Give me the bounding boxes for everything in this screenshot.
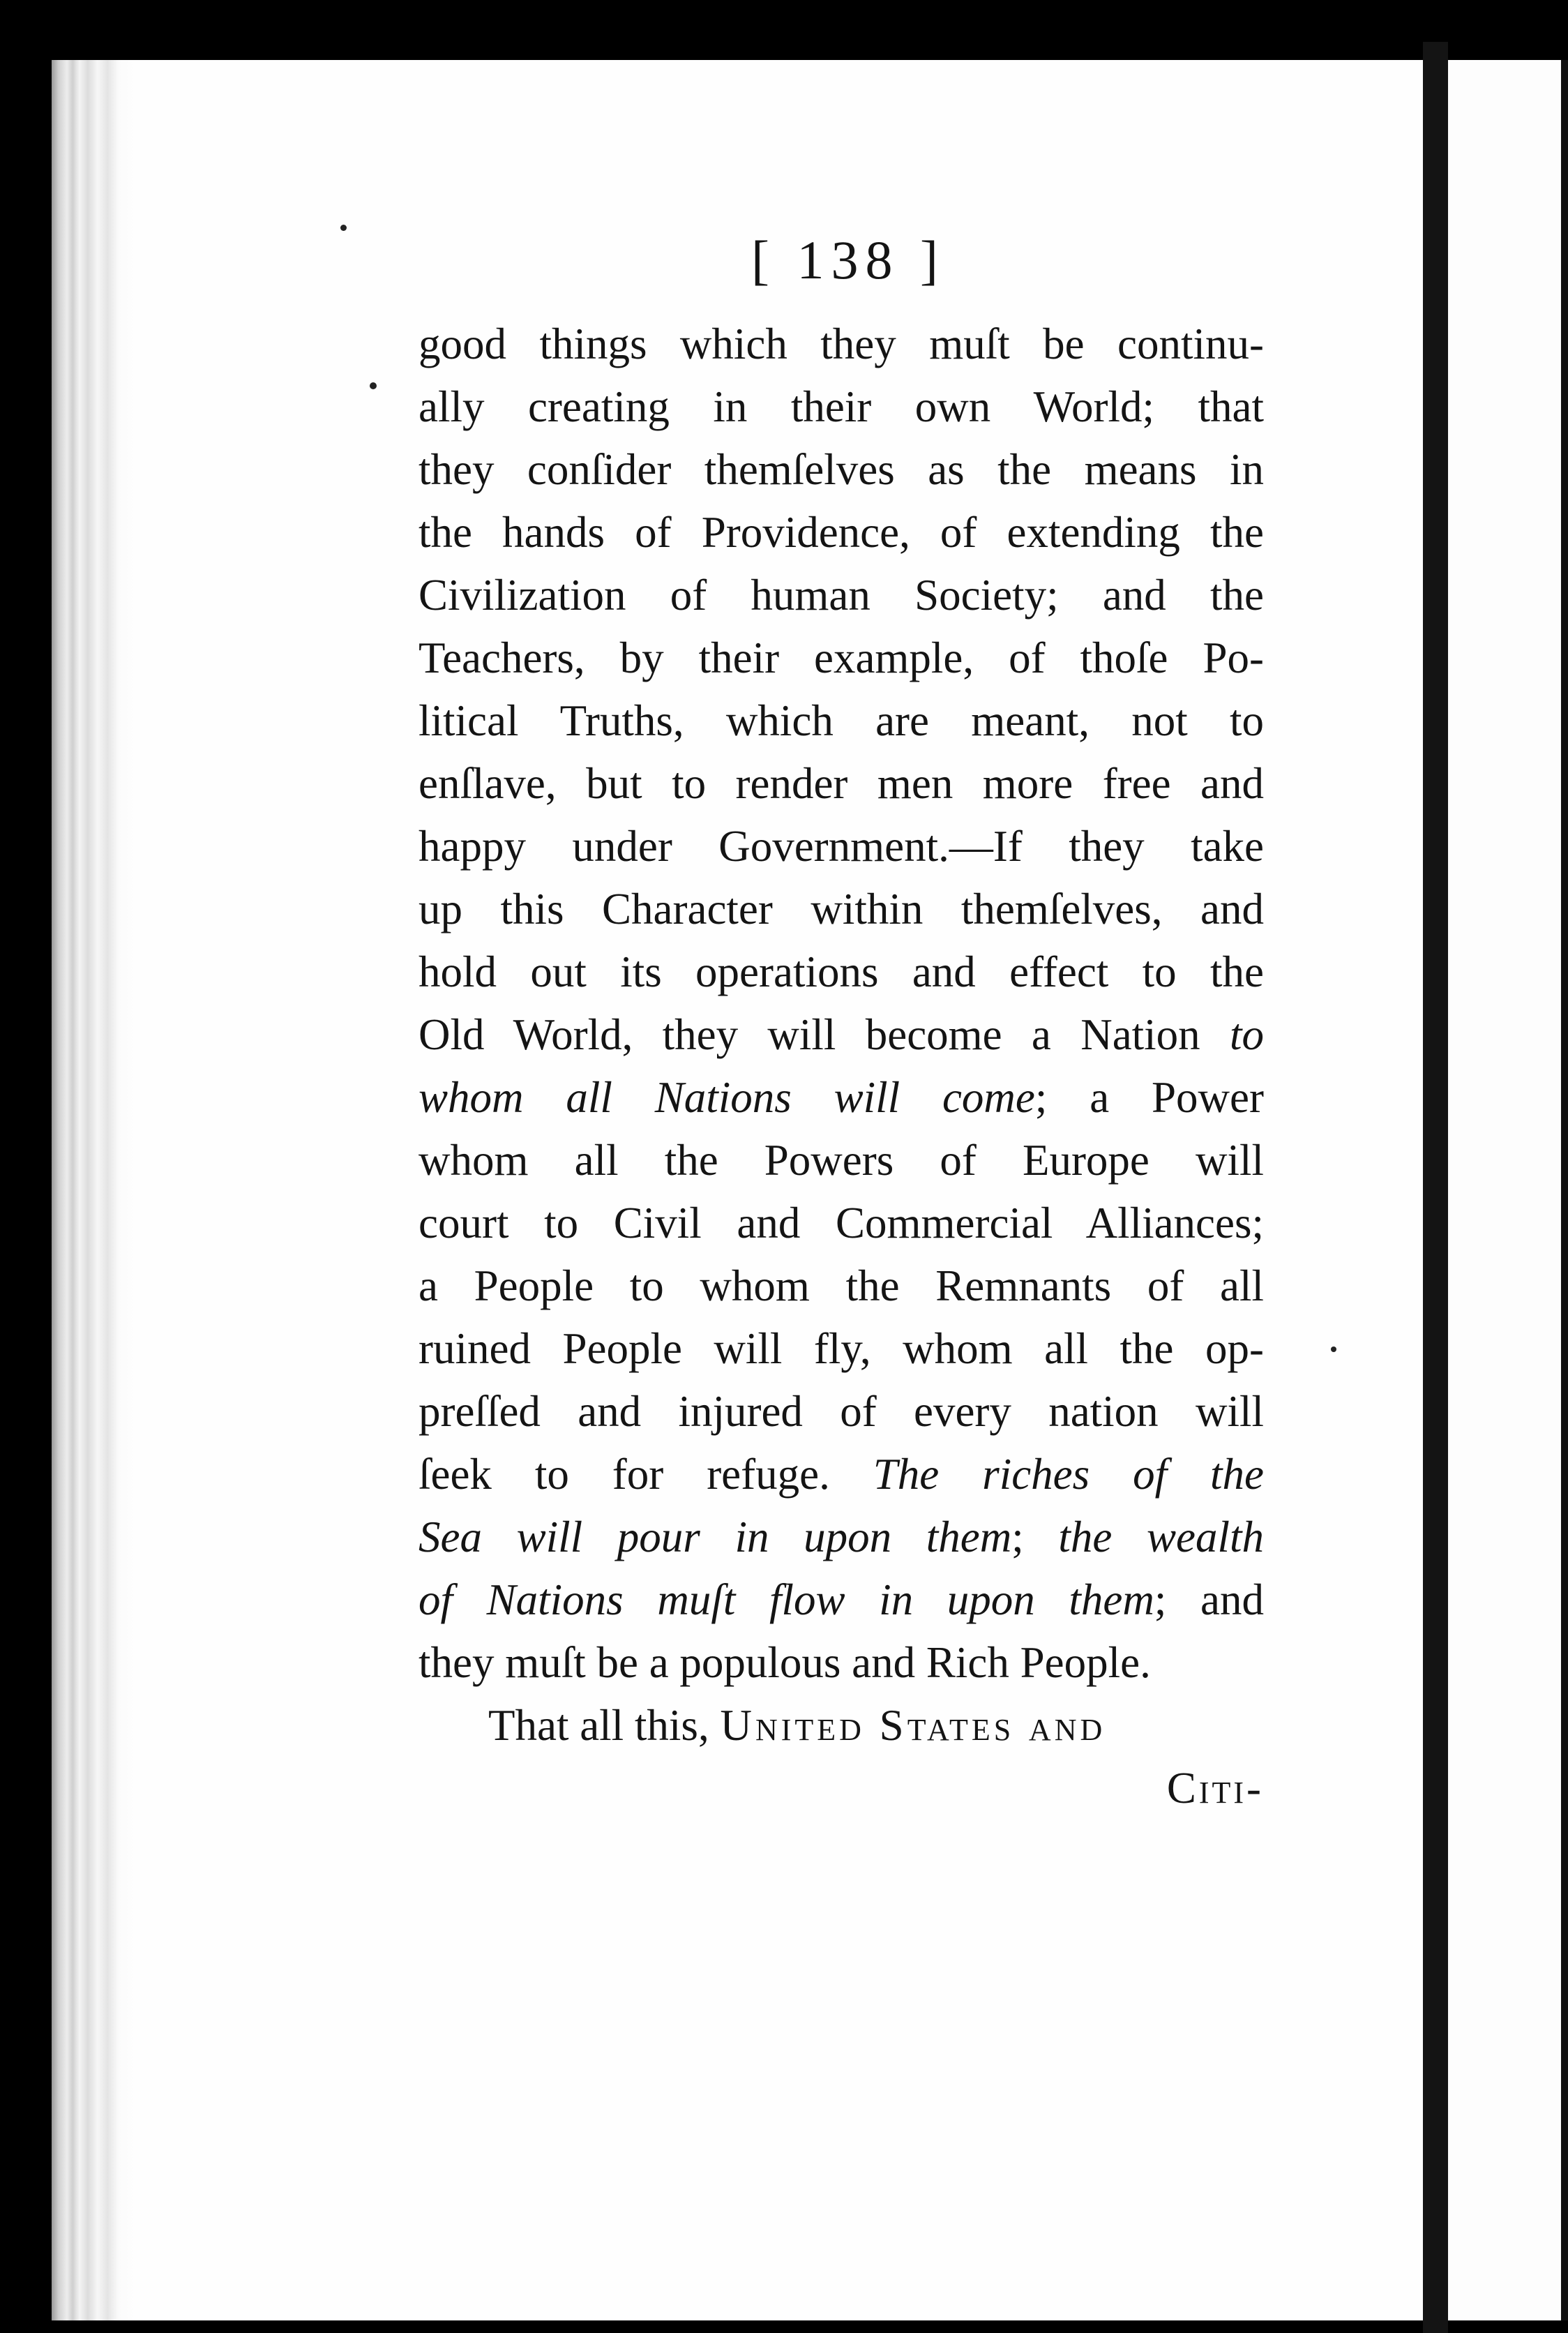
text-run: ; and — [1154, 1575, 1264, 1624]
text-line — [419, 375, 1264, 438]
text-run: Civilization of human Society; and the — [419, 571, 1264, 620]
page-number: [ 138 ] — [751, 230, 945, 290]
text-line — [419, 627, 1264, 689]
facing-page — [1448, 60, 1568, 2320]
text-run: whom all Nations will come — [419, 1073, 1035, 1122]
text-line — [419, 313, 1264, 375]
text-run: Old World, they will become a Nation — [419, 1010, 1230, 1059]
text-line — [419, 1568, 1264, 1631]
text-run: ; a Power — [1034, 1073, 1264, 1122]
text-run: of Nations muſt flow in upon them — [419, 1575, 1154, 1624]
text-line — [419, 1506, 1264, 1568]
text-run: the wealth — [1058, 1513, 1264, 1561]
text-run: ruined People will fly, whom all the op- — [419, 1324, 1264, 1373]
text-line — [419, 1317, 1264, 1380]
text-run: happy under Government.—If they take — [419, 822, 1264, 871]
facing-page-edge — [1561, 60, 1568, 2320]
ink-speck — [370, 382, 377, 389]
text-line — [419, 564, 1264, 627]
text-line — [419, 438, 1264, 501]
text-run: up this Character within themſelves, and — [419, 885, 1264, 933]
body-text — [419, 313, 1264, 1820]
text-run: United States and — [720, 1701, 1106, 1750]
text-run: That all this, — [488, 1701, 721, 1750]
catchword: Citi- — [1166, 1764, 1264, 1813]
text-line — [419, 815, 1264, 878]
text-run: the hands of Providence, of extending the — [419, 508, 1264, 557]
text-run: Teachers, by their example, of thoſe Po- — [419, 633, 1264, 682]
text-run: ally creating in their own World; that — [419, 382, 1264, 431]
text-run: hold out its operations and effect to the — [419, 947, 1264, 996]
ink-speck — [1331, 1346, 1336, 1352]
text-line — [419, 1066, 1264, 1129]
text-run: ; — [1011, 1513, 1059, 1561]
text-run: court to Civil and Commercial Alliances; — [419, 1199, 1264, 1247]
text-line — [419, 1254, 1264, 1317]
text-run: preſſed and injured of every nation will — [419, 1387, 1264, 1436]
text-run: they conſider themſelves as the means in — [419, 445, 1264, 494]
text-line — [419, 1380, 1264, 1443]
ink-speck — [340, 225, 347, 231]
text-run: good things which they muſt be continu- — [419, 320, 1264, 368]
text-run: Sea will pour in upon them — [419, 1513, 1012, 1561]
text-line — [419, 878, 1264, 940]
text-run: a People to whom the Remnants of all — [419, 1261, 1264, 1310]
text-run: The riches of the — [873, 1450, 1264, 1499]
text-run: enſlave, but to render men more free and — [419, 759, 1264, 808]
text-line — [419, 1129, 1264, 1192]
text-run: whom all the Powers of Europe will — [419, 1136, 1264, 1185]
text-line — [419, 501, 1264, 564]
text-line — [419, 1443, 1264, 1506]
text-line — [419, 1192, 1264, 1254]
binding-gutter — [1423, 42, 1448, 2333]
page-edge-shadow — [52, 60, 135, 2320]
text-line — [419, 1694, 1264, 1757]
text-run: to — [1229, 1010, 1264, 1059]
text-line — [419, 752, 1264, 815]
text-run: they muſt be a populous and Rich People. — [419, 1638, 1151, 1687]
text-line — [419, 689, 1264, 752]
text-line — [419, 940, 1264, 1003]
text-run: ſeek to for refuge. — [419, 1450, 873, 1499]
text-line — [419, 1003, 1264, 1066]
text-line — [419, 1631, 1264, 1694]
text-run: litical Truths, which are meant, not to — [419, 696, 1264, 745]
